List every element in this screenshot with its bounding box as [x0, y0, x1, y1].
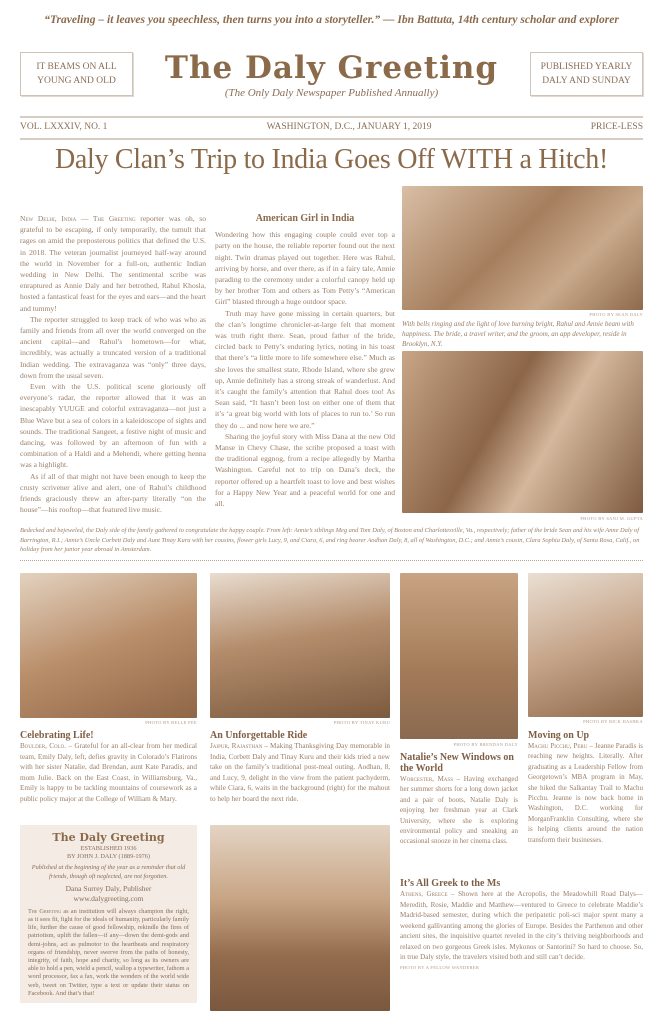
price: PRICE-LESS	[590, 122, 643, 132]
left-ear-line: YOUNG AND OLD	[37, 76, 116, 86]
story-text: – Jeanne Paradis is reaching new heights. Literally. After graduating as a Leadership Fellow from Georgetown’s MBA program in May, she hiked the Salkantay Trail to Machu Picchu. Jeanne is now back home in Washington, D.C. working for MorganFranklin Consulting, where she is helping clients around the nation transform their businesses.	[528, 742, 644, 844]
box-body-lead: The Greeting	[28, 907, 62, 915]
story-dateline: Machu Picchu, Peru	[528, 742, 588, 750]
main-headline: Daly Clan’s Trip to India Goes Off WITH a Hitch!	[54, 144, 609, 175]
photo-credit: PHOTO BY RICK DASHKA	[583, 719, 643, 724]
box-body	[28, 908, 189, 998]
story-unforgettable-ride	[210, 730, 390, 804]
lead-story	[20, 213, 206, 515]
paragraph: reporter was oh, so grateful to be escaping, if only temporarily, the tumult that rages on amid the preposterous politics that defined the U.S. in 2018. The veteran journalist journeyed half-way around the world in November for a full-on, authentic Indian wedding in New Delhi. The sentimental scribe was enraptured as Annie Daly and her betrothed, Rahul Khosla, hosted a fantastical feast for the eyes and ears—and the heart and tummy!	[20, 214, 206, 313]
photo-credit: PHOTO BY A FELLOW WANDERER	[400, 964, 480, 970]
website-link[interactable]: www.dalygreeting.com	[73, 893, 144, 903]
photo-credit: PHOTO BY TINAY KURU	[333, 720, 390, 725]
right-ear-box	[530, 52, 643, 96]
clark-university-photo	[400, 573, 518, 739]
sidebar-subhead: American Girl in India	[255, 213, 355, 224]
family-photo	[402, 351, 643, 513]
volume-number: VOL. LXXXIV, NO. 1	[20, 122, 108, 132]
acropolis-photo	[210, 825, 390, 1011]
story-dateline: Athens, Greece	[400, 890, 448, 898]
elephant-ride-photo	[210, 573, 390, 718]
story-dateline: Jaipur, Rajasthan	[210, 742, 263, 750]
story-title: Celebrating Life!	[20, 730, 94, 741]
photo-caption: With bells ringing and the light of love burning bright, Rahul and Annie beam with happiness. The bride, a travel writer, and the groom, an app developer, reside in Brooklyn, N.Y.	[402, 320, 634, 348]
sidebar-story	[215, 213, 395, 509]
box-body-text: as an institution will always champion the right, as it sees fit, fight for the ideals of humanity, particularly family life, further the cause of good fellowship, rekindle the fires of patriotism, uplift the fallen—if any—down the demi-gods and demi-johns, act as pulmotor to the heartbeats and respiratory organs of friendship, never swerve from the paths of honesty, integrity, of faith, hope and charity, so long as its owners are able to hold a pen, wield a pencil, wallop a typewriter, fathom a word processor, fax a fax, work the wonders of the world wide web, tweet on Twitter, type a text or update their status on Facebook. And that’s that!	[28, 907, 189, 997]
publisher: Dana Surrey Daly, Publisher	[65, 883, 152, 893]
photo-credit: PHOTO BY BELLE FEE	[145, 720, 197, 725]
story-title: An Unforgettable Ride	[210, 730, 308, 741]
photo-credit: PHOTO BY SEAN DALY	[589, 312, 643, 317]
divider	[20, 116, 643, 118]
left-ear-box	[20, 52, 133, 96]
family-caption: Bedecked and bejeweled, the Daly side of the family gathered to congratulate the happy couple. From left: Annie’s siblings Meg and Tom Daly, of Boston and Charlottesville, Va., respectively; father of the bride Sean and his wife Anne Daly of Barrington, R.I.; Annie’s Uncle Corbett Daly and Aunt Tinay Kuru with her cousins, flower girls Lucy, 9, and Ciara, 6, and ring bearer Aodhan Daly, 8, all of Washington, D.C.; and Annie’s cousin, Clara Sophia Daly, of Santa Rosa, Calif., on holiday from her junior year abroad in Amsterdam.	[20, 527, 640, 553]
divider	[20, 138, 643, 140]
founder: BY JOHN J. DALY (1889-1976)	[66, 853, 151, 861]
place-date: WASHINGTON, D.C., JANUARY 1, 2019	[266, 122, 432, 132]
epigraph-quote: “Traveling – it leaves you speechless, then turns you into a storyteller.” — Ibn Battuta, 14th century scholar and explorer	[44, 14, 619, 26]
established: ESTABLISHED 1936	[80, 845, 137, 852]
story-celebrating-life	[20, 730, 197, 804]
paragraph: Even with the U.S. political scene gloriously off everyone’s radar, the reporter allowed that it was an inescapably YUUGE and colorful extravaganza—not just a Blue Wave but a sea of colors in a kaleidoscope of sights and sounds. The traditional Sangeet, a festive night of music and dancing, was followed by an afternoon of fun with a combination of a Haldi and a Mehendi, where getting henna was a highlight.	[20, 382, 206, 470]
motto: Published at the beginning of the year as a reminder that old friends, though oft neglected, are not forgotten.	[31, 864, 186, 880]
story-dateline: Worcester, Mass	[400, 775, 453, 783]
right-ear-line: DALY AND SUNDAY	[542, 76, 631, 86]
story-title: Moving on Up	[528, 730, 590, 741]
photo-credit: PHOTO BY BRENDAN DALY	[453, 742, 518, 747]
story-text: – Grateful for an all-clear from her medical team, Emily Daly, left, defies gravity in Colorado’s Flatirons with her sister Natalie, dad Brendan, aunt Kate Paradis, and mom Julie. Back on the East Coast, in Williamsburg, Va., Emily is happy to be tackling mountains of coursework as a public policy major at the College of William & Mary.	[20, 742, 198, 803]
publisher-info-box	[20, 825, 197, 1003]
masthead	[140, 50, 523, 99]
newspaper-subtitle: (The Only Daly Newspaper Published Annually)	[224, 87, 439, 99]
story-greek	[400, 878, 643, 970]
paragraph: Sharing the joyful story with Miss Dana at the new Old Manse in Chevy Chase, the scribe proposed a toast with the traditional eggnog, from a recipe allegedly by Martha Washington. Careful not to trip on Dana’s deck, the reporter offered up a heartfelt toast to love and best wishes for a Happy New Year and a peaceful world for one and all.	[215, 431, 395, 509]
dotted-divider	[20, 560, 643, 561]
story-text: – Making Thanksgiving Day memorable in India, Corbett Daly and Tinay Kuru and their kids tried a new take on the family’s traditional post-meal outing. Aodhan, 8, and Lucy, 9, delight in the view from the patient pachyderm, while Ciara, 6, waits in the background (right) for the mahout to help her board the next ride.	[210, 742, 390, 803]
photo-credit: PHOTO BY SANJ M. GUPTA	[580, 516, 643, 521]
story-title: It’s All Greek to the Ms	[400, 878, 501, 889]
story-dateline: Boulder, Colo.	[20, 742, 67, 750]
story-text: – Having exchanged her summer shorts for a long down jacket and a pair of boots, Natalie Daly is enjoying her freshman year at Clark University, where she is exploring environmental policy and sneaking an occasional snooze in her cinema class.	[400, 775, 518, 846]
paragraph: As if all of that might not have been enough to keep the crusty scrivener alive and alert, one of Rahul’s childhood friends graciously threw an after-party literally “on the house”—his rooftop—that featured live music.	[20, 471, 206, 515]
story-moving-on-up	[528, 730, 643, 845]
left-ear-line: IT BEAMS ON ALL	[36, 62, 117, 72]
right-ear-line: PUBLISHED YEARLY	[540, 62, 633, 72]
machu-picchu-photo	[528, 573, 643, 717]
couple-photo	[402, 186, 643, 310]
paragraph: Truth may have gone missing in certain quarters, but the clan’s longtime chronicler-at-large felt that moment was truth right there. Sean, proud father of the bride, circled back to Petty’s enduring lyrics, noting in his toast that there’s “a little more to life somewhere else.” Much as she loves the smallest state, Rhode Island, where she grew up, Annie definitely has a strong streak of wanderlust. And it’s caught the family’s attention that Rahul does too! As Sean said, “It hasn’t been lost on either one of them that it’s ‘a great big world with lots of places to run to.’ So run they do ... and now here we are.”	[215, 308, 395, 430]
story-title: Natalie’s New Windows on the World	[400, 752, 514, 774]
paragraph: The reporter struggled to keep track of who was who as family and friends from all over the world converged on the ancient capital—and Rahul’s hometown—for what, incredibly, was actually a truncated version of a traditional Indian wedding. The extravaganza was “only” three days, down from the usual seven.	[20, 314, 206, 380]
dateline-bar	[20, 122, 643, 132]
story-dateline: New Delhi, India — The Greeting	[20, 214, 136, 223]
newspaper-title: The Daly Greeting	[164, 50, 499, 86]
box-title: The Daly Greeting	[52, 831, 165, 844]
paragraph: Wondering how this engaging couple could ever top a party on the house, the reliable reporter found out the next night. Twin dramas played out together. Here was Rahul, arriving by horse, and over there, as if in a fairy tale, Annie parading to the ceremony under a colorful canopy held up by her brother Tom and others as Tom Petty’s “American Girl” blasted through a huge outdoor space.	[215, 230, 395, 307]
celebrating-life-photo	[20, 573, 197, 718]
story-natalie	[400, 752, 518, 847]
story-text: – Shown here at the Acropolis, the Meadowhill Road Dalys—Meredith, Rosie, Maddie and Matthew—ventured to Greece to celebrate Maddie’s Madrid-based semester, during which the peripatetic poli-sci major spent many a weekend gallivanting among the glories of Europe. Besides the Parthenon and other ancient sites, the inquisitive quartet reveled in the city’s thriving neighborhoods and relaxed on two gorgeous Greek isles. Mykonos or Santorini? So hard to choose. So, in true Daly style, the travelers visited both and still can’t decide.	[400, 890, 643, 961]
